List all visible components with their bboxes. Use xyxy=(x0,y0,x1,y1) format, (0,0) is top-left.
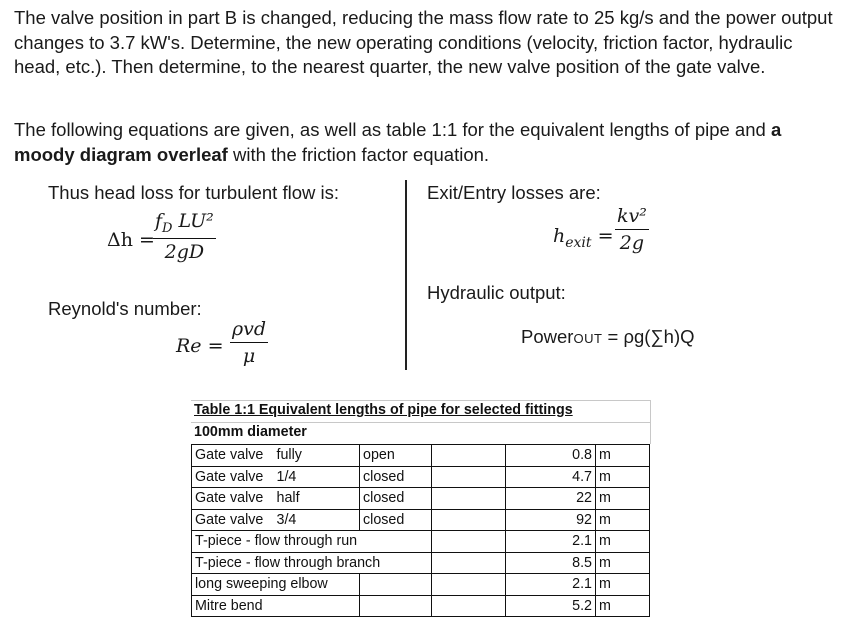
question-paragraph-2 xyxy=(14,118,834,167)
question-paragraph-1: The valve position in part B is changed, reducing the mass flow rate to 25 kg/s and the power output changes to 3.7 kW's. Determine, the new operating conditions (velocity, friction factor, hydraulic head, etc.). Then determine, to the nearest quarter, the new valve position of the gate valve. xyxy=(14,7,833,77)
head-loss-label: Thus head loss for turbulent flow is: xyxy=(48,182,340,203)
reynolds-label: Reynold's number: xyxy=(48,298,202,319)
setting-cell: half xyxy=(274,488,360,510)
fitting-cell: Gate valve xyxy=(192,488,274,510)
state-cell: closed xyxy=(360,466,432,488)
table-row xyxy=(192,595,650,617)
fittings-table xyxy=(191,444,650,617)
empty-cell xyxy=(432,509,506,531)
empty-cell xyxy=(432,466,506,488)
power-rest: = ρg(∑h)Q xyxy=(602,326,695,347)
exit-loss-lhs: $h_{exit}$ = xyxy=(553,225,614,251)
unit-cell: m xyxy=(596,509,650,531)
length-cell: 92 xyxy=(506,509,596,531)
empty-cell xyxy=(360,574,432,596)
table-row xyxy=(192,531,650,553)
setting-cell: fully xyxy=(274,445,360,467)
unit-cell: m xyxy=(596,445,650,467)
fitting-cell: T-piece - flow through branch xyxy=(192,552,432,574)
empty-cell xyxy=(432,595,506,617)
reynolds-denominator: μ xyxy=(242,345,256,367)
table-row xyxy=(192,574,650,596)
unit-cell: m xyxy=(596,488,650,510)
length-cell: 5.2 xyxy=(506,595,596,617)
fitting-cell: Gate valve xyxy=(192,445,274,467)
unit-cell: m xyxy=(596,552,650,574)
unit-cell: m xyxy=(596,531,650,553)
exit-loss-denominator: 2g xyxy=(619,232,645,254)
unit-cell: m xyxy=(596,574,650,596)
table-caption: Table 1:1 Equivalent lengths of pipe for selected fittings xyxy=(194,402,573,418)
power-subscript: OUT xyxy=(573,331,603,346)
exit-loss-label: Exit/Entry losses are: xyxy=(427,182,601,203)
paragraph-2-bold: a moody diagram overleaf xyxy=(14,119,782,165)
setting-cell: 1/4 xyxy=(274,466,360,488)
empty-cell xyxy=(432,531,506,553)
head-loss-fraction xyxy=(153,210,216,263)
exit-loss-fraction xyxy=(615,205,649,254)
power-output-equation xyxy=(521,326,695,348)
empty-cell xyxy=(432,574,506,596)
table-row xyxy=(192,466,650,488)
state-cell: closed xyxy=(360,509,432,531)
table-subheader: 100mm diameter xyxy=(194,424,307,440)
empty-cell xyxy=(432,552,506,574)
table-row xyxy=(192,445,650,467)
fitting-cell: T-piece - flow through run xyxy=(192,531,432,553)
fitting-cell: Mitre bend xyxy=(192,595,360,617)
state-cell: open xyxy=(360,445,432,467)
table-row xyxy=(192,509,650,531)
length-cell: 2.1 xyxy=(506,531,596,553)
length-cell: 4.7 xyxy=(506,466,596,488)
reynolds-numerator: ρvd xyxy=(230,318,268,343)
head-loss-lhs: Δh = xyxy=(107,229,155,251)
fitting-cell: Gate valve xyxy=(192,509,274,531)
length-cell: 8.5 xyxy=(506,552,596,574)
table-row xyxy=(192,552,650,574)
empty-cell xyxy=(360,595,432,617)
setting-cell: 3/4 xyxy=(274,509,360,531)
paragraph-2-end: with the friction factor equation. xyxy=(227,143,490,165)
reynolds-lhs: Re = xyxy=(176,335,224,357)
column-divider xyxy=(405,180,407,370)
length-cell: 0.8 xyxy=(506,445,596,467)
fitting-cell: long sweeping elbow xyxy=(192,574,360,596)
head-loss-denominator: 2gD xyxy=(164,240,205,263)
empty-cell xyxy=(432,445,506,467)
table-caption-separator xyxy=(191,422,651,423)
unit-cell: m xyxy=(596,466,650,488)
length-cell: 22 xyxy=(506,488,596,510)
head-loss-numerator: $f_D$ LU² xyxy=(153,210,216,239)
unit-cell: m xyxy=(596,595,650,617)
reynolds-fraction xyxy=(230,318,268,367)
empty-cell xyxy=(432,488,506,510)
fitting-cell: Gate valve xyxy=(192,466,274,488)
table-row xyxy=(192,488,650,510)
state-cell: closed xyxy=(360,488,432,510)
exit-loss-numerator: kv² xyxy=(615,205,649,230)
paragraph-2-start: The following equations are given, as well as table 1:1 for the equivalent lengths of pipe and xyxy=(14,119,771,140)
length-cell: 2.1 xyxy=(506,574,596,596)
hydraulic-output-label: Hydraulic output: xyxy=(427,282,566,303)
power-prefix: Power xyxy=(521,326,574,347)
